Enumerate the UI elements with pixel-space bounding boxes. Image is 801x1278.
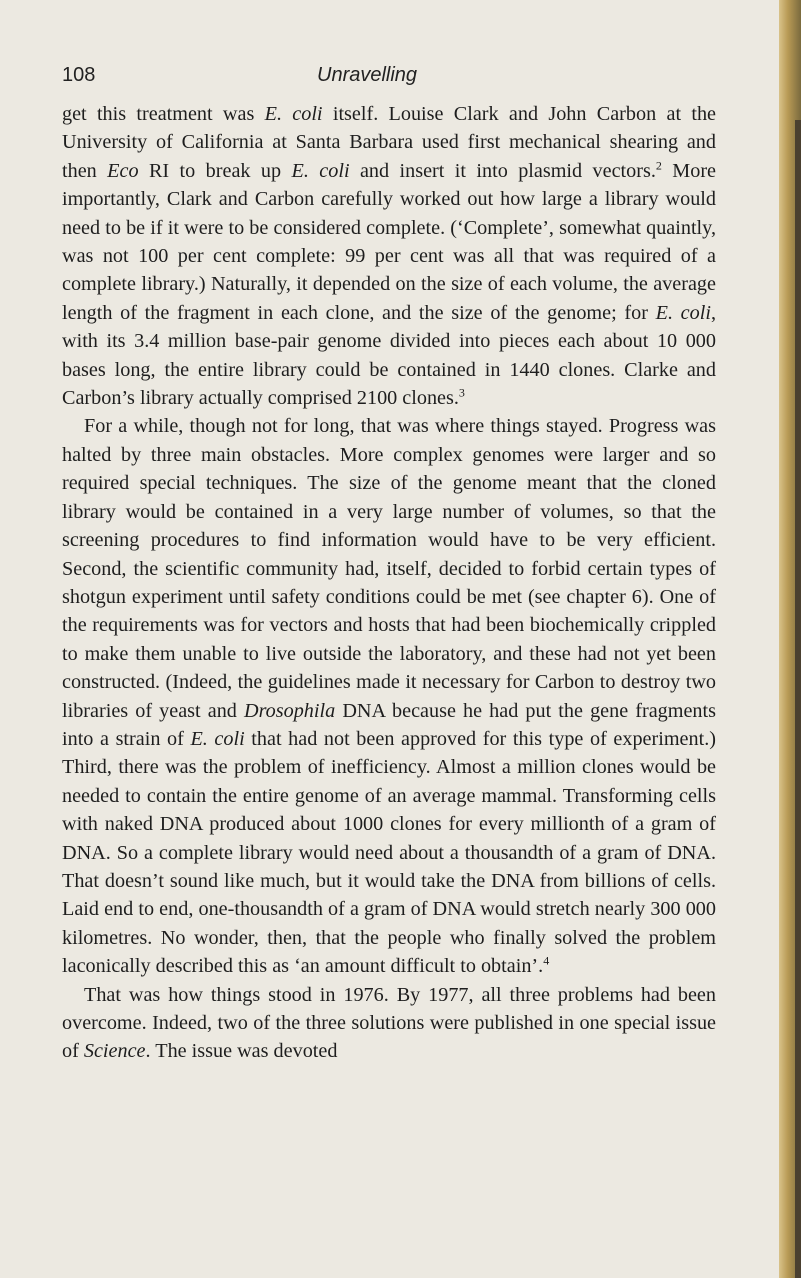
text-run: . The issue was devoted <box>145 1040 338 1063</box>
italic-text: E. coli <box>655 301 711 324</box>
text-run: get this treatment was <box>62 103 265 125</box>
italic-text: Drosophila <box>243 699 336 722</box>
text-run: More importantly, Clark and Carbon carefully worked out how large a library would need to be if it were to be considered complete. (‘Complete’, somewhat quaintly, was not 100 per cent complete: 99 per cent was all that was required of a complete library.) Naturally, it depended on the size of each volume, the average length of the fragment in each clone, and the size of the genome; for <box>62 159 717 324</box>
italic-text: E. coli <box>291 159 350 182</box>
text-run: DNA because he had put the gene fragments into a strain of <box>62 699 716 750</box>
paragraph-2 <box>62 412 716 980</box>
italic-text: Eco <box>107 159 139 182</box>
body-text <box>62 100 716 1066</box>
paragraph-3 <box>62 981 716 1066</box>
text-run: For a while, though not for long, that was where things stayed. Progress was halted by three main obstacles. More complex genomes were larger and so required special techniques. The size of the genome meant that the cloned library would be contained in a very large number of volumes, so that the screening procedures to find information would have to be very efficient. Second, the scientific community had, itself, decided to forbid certain types of shotgun experiment until safety conditions could be met (see chapter 6). One of the requirements was for vectors and hosts that had been biochemically crippled to make them unable to live outside the laboratory, and these had not yet been constructed. (Indeed, the guidelines made it necessary for Carbon to destroy two libraries of yeast and <box>62 415 716 722</box>
text-run: itself. Louise Clark and John Carbon at the University of California at Santa Barbara used first mechanical shearing and then <box>62 103 716 182</box>
running-title: Unravelling <box>317 64 418 86</box>
italic-text: E. coli <box>190 727 245 750</box>
text-run: , with its 3.4 million base-pair genome divided into pieces each about 10 000 bases long, the entire library could be contained in 1440 clones. Clarke and Carbon’s library actually comprised 2100 clones. <box>62 301 716 410</box>
text-run: That was how things stood in 1976. By 1977, all three problems had been overcome. Indeed, two of the three solutions were published in one special issue of <box>62 983 716 1063</box>
text-run: that had not been approved for this type of experiment.) Third, there was the problem of inefficiency. Almost a million clones would be needed to contain the entire genome of an average mammal. Transforming cells with naked DNA produced about 1000 clones for every millionth of a gram of DNA. So a complete library would need about a thousandth of a gram of DNA. That doesn’t sound like much, but it would take the DNA from billions of cells. Laid end to end, one-thousandth of a gram of DNA would stretch nearly 300 000 kilometres. No wonder, then, that the people who finally solved the problem laconically described this as ‘an amount difficult to obtain’. <box>62 727 716 978</box>
footnote-marker: 4 <box>543 953 550 968</box>
footnote-marker: 2 <box>655 158 662 173</box>
italic-text: E. coli <box>264 103 323 125</box>
page-number: 108 <box>62 64 96 86</box>
running-header <box>62 64 716 92</box>
italic-text: Science <box>83 1040 146 1063</box>
page-spine-shadow <box>795 120 801 1278</box>
paragraph-1 <box>62 100 716 412</box>
text-run: and insert it into plasmid vectors. <box>349 159 656 182</box>
footnote-marker: 3 <box>458 385 465 400</box>
text-run: RI to break up <box>138 159 292 182</box>
